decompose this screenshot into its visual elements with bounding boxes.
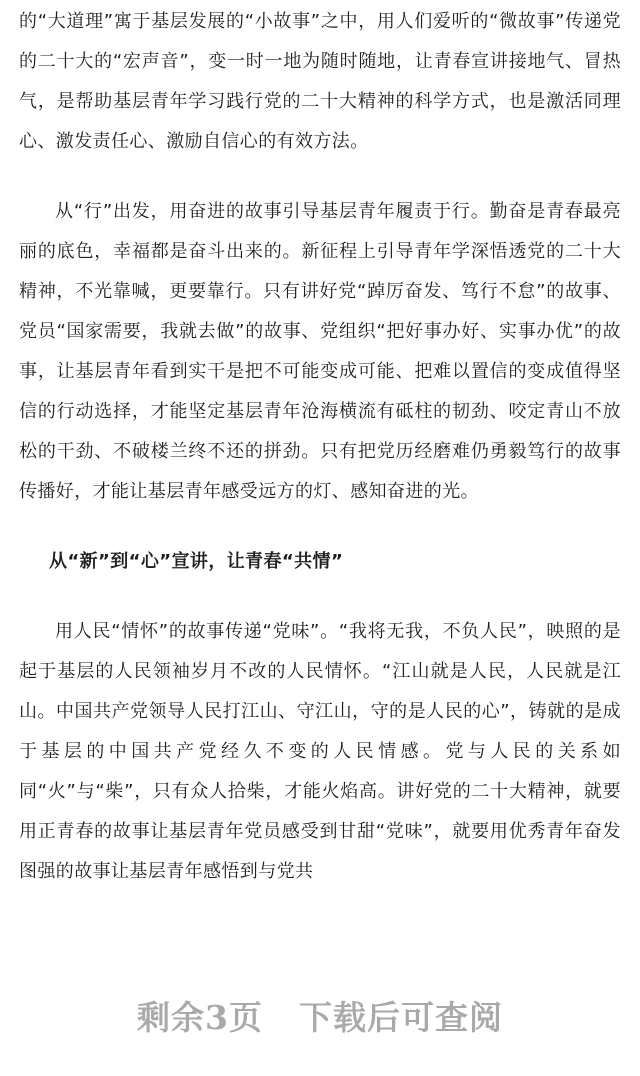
remaining-pages-label: 剩余3页 <box>137 997 263 1037</box>
download-banner[interactable] <box>0 990 640 1040</box>
download-prompt-label: 下载后可查阅 <box>298 997 503 1037</box>
section-heading: 从“新”到“心”宣讲，让青春“共情” <box>49 551 344 572</box>
paragraph-from-heart: 的“大道理”寓于基层发展的“小故事”之中，用人们爱听的“微故事”传递党的二十大的“宏声音”，变一时一地为随时随地，让青春宣讲接地气、冒热气，是帮助基层青年学习践行党的二十大精神的科学方式，也是激活同理心、激发责任心、激励自信心的有效方法。 <box>19 11 621 152</box>
paragraph-from-action: 从“行”出发，用奋进的故事引导基层青年履责于行。勤奋是青春最亮丽的底色，幸福都是奋斗出来的。新征程上引导青年学深悟透党的二十大精神，不光靠喊，更要靠行。只有讲好党“踔厉奋发、笃行不怠”的故事、党员“国家需要，我就去做”的故事、党组织“把好事办好、实事办优”的故事，让基层青年看到实干是把不可能变成可能、把难以置信的变成值得坚信的行动选择，才能坚定基层青年沧海横流有砥柱的韧劲、咬定青山不放松的干劲、不破楼兰终不还的拼劲。只有把党历经磨难仍勇毅笃行的故事传播好，才能让基层青年感受远方的灯、感知奋进的光。 <box>19 201 621 502</box>
document-body <box>19 0 621 892</box>
paragraph-people-feelings: 用人民“情怀”的故事传递“党味”。“我将无我，不负人民”，映照的是起于基层的人民领袖岁月不改的人民情怀。“江山就是人民，人民就是江山。中国共产党领导人民打江山、守江山，守的是人民的心”，铸就的是成于基层的中国共产党经久不变的人民情感。党与人民的关系如同“火”与“柴”，只有众人拾柴，才能火焰高。讲好党的二十大精神，就要用正青春的故事让基层青年党员感受到甘甜“党味”，就要用优秀青年奋发图强的故事让基层青年感悟到与党共 <box>19 621 621 882</box>
